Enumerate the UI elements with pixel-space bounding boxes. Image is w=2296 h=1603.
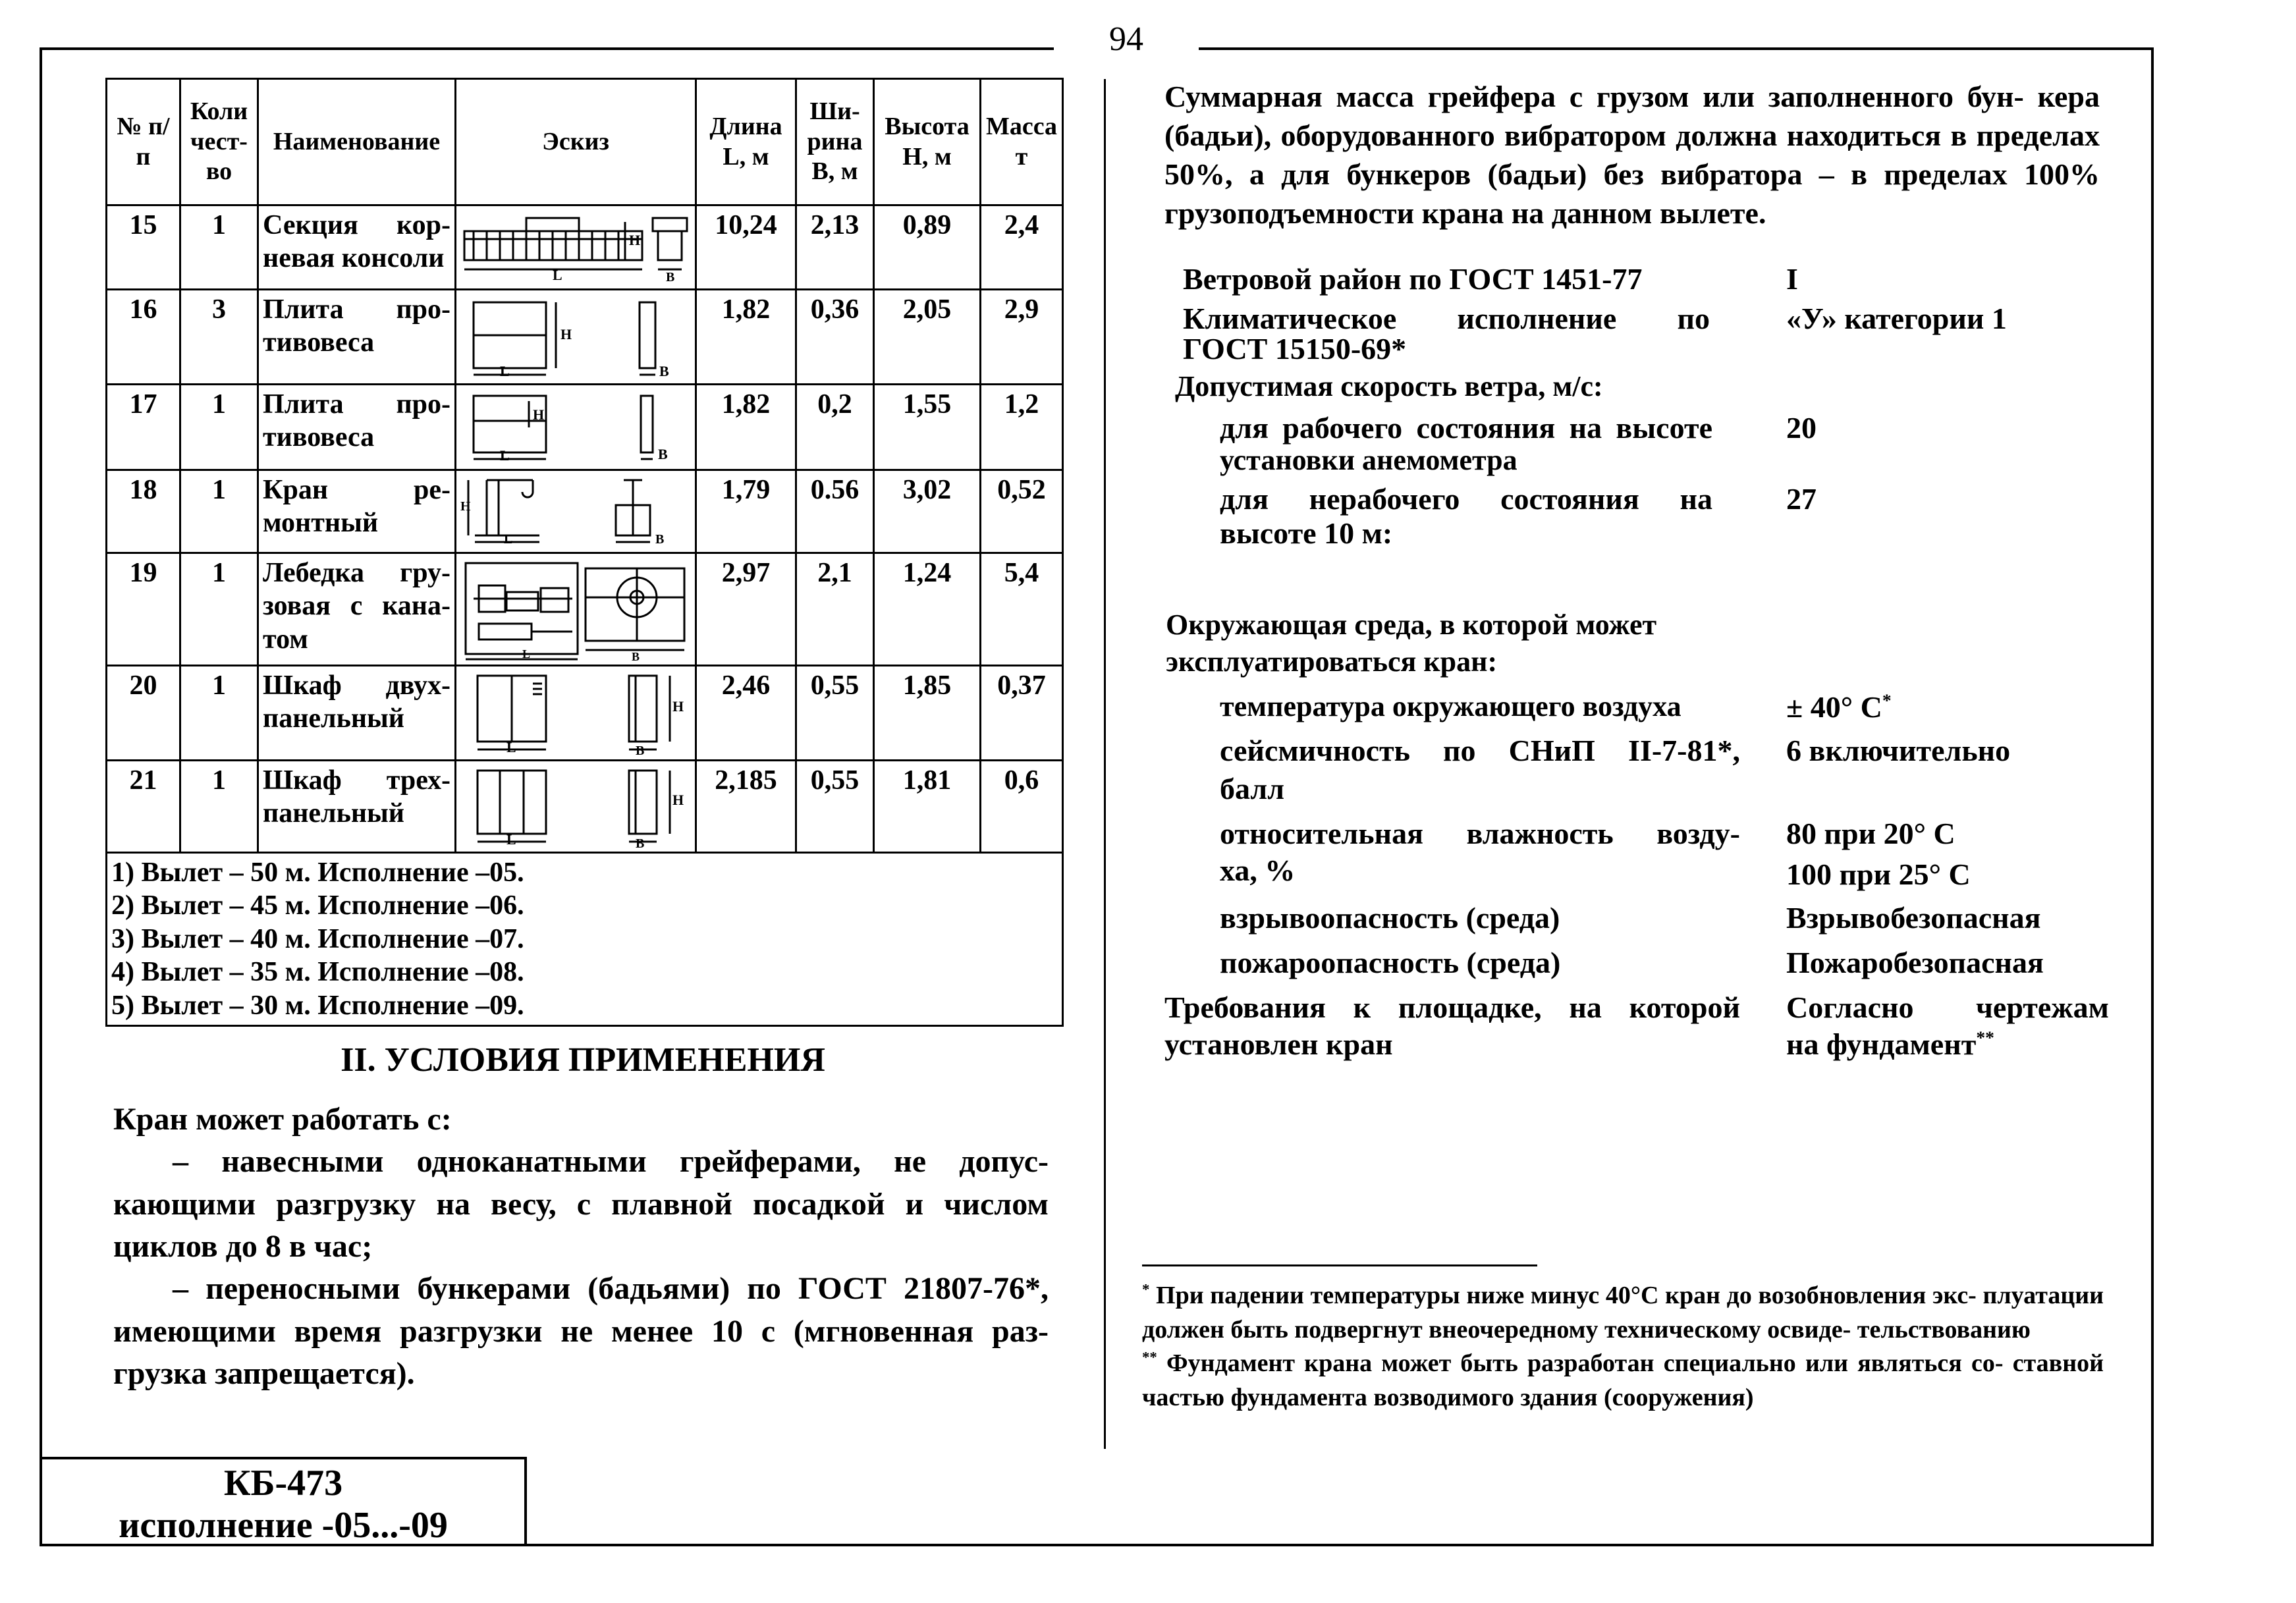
climate-label-2: ГОСТ 15150-69* [1183,332,1407,366]
row-num: 17 [107,385,180,470]
sketch-two-panel-cabinet [456,666,696,761]
sketch-label-l: L [500,363,510,379]
nonworking-label-1: для нерабочего состояния на [1220,482,1712,516]
row-length: 1,82 [696,385,796,470]
row-mass: 0,37 [981,666,1063,761]
sketch-counterweight-slab-small [456,385,696,470]
explosion-label: взрывоопасность (среда) [1220,901,1560,935]
sketch-three-panel-cabinet [456,761,696,853]
working-value: 20 [1786,411,1817,445]
row-qty: 3 [180,290,258,385]
page-number: 94 [1054,20,1199,59]
site-label-2: установлен кран [1164,1027,1393,1061]
header-length: Длина L, м [696,79,796,205]
footnote-temperature [1142,1279,2104,1347]
footnotes [1142,1279,2104,1415]
row-width: 0,55 [796,666,874,761]
temperature-footnote-mark: * [1882,690,1892,711]
application-conditions-text [113,1099,1049,1395]
sketch-label-l: L [504,532,513,547]
header-height: Высота H, м [874,79,981,205]
sketch-label-h: H [672,698,684,715]
fire-label: пожароопасность (среда) [1220,946,1561,979]
sketch-label-b: B [636,744,645,756]
row-name: Лебедка гру- зовая с кана- том [258,553,456,666]
row-num: 16 [107,290,180,385]
sketch-label-l: L [522,647,531,661]
climate-label-1: Климатическое исполнение по [1183,302,1710,335]
header-name: Наименование [258,79,456,205]
wind-speed-heading: Допустимая скорость ветра, м/с: [1175,370,1603,402]
row-num: 20 [107,666,180,761]
sketch-label-l: L [506,739,516,755]
row-height: 1,85 [874,666,981,761]
row-mass: 0,52 [981,470,1063,553]
humidity-label-2: ха, % [1220,854,1296,887]
table-row [107,290,1063,385]
row-width: 0,55 [796,761,874,853]
working-label-1: для рабочего состояния на высоте [1220,411,1712,445]
header-mass: Масса т [981,79,1063,205]
footnote-text-2: Фундамент крана может быть разработан специально или являться со- ставной частью фундамента возводимого здания (сооружения) [1142,1349,2104,1412]
header-sketch: Эскиз [456,79,696,205]
equipment-table [105,78,1064,1027]
row-name: Секция кор- невая консоли [258,205,456,290]
footnote-separator [1142,1264,1537,1266]
note-item: 3) Вылет – 40 м. Исполнение –07. [111,923,524,954]
seismic-label-1: сейсмичность по СНиП II-7-81*, [1220,734,1740,767]
row-width: 0,36 [796,290,874,385]
sketch-cargo-winch [456,553,696,666]
row-name: Шкаф двух- панельный [258,666,456,761]
table-row [107,761,1063,853]
fire-value: Пожаробезопасная [1786,946,2044,979]
section-title: II. УСЛОВИЯ ПРИМЕНЕНИЯ [341,1041,825,1079]
table-row [107,205,1063,290]
row-qty: 1 [180,385,258,470]
note-item: 1) Вылет – 50 м. Исполнение –05. [111,857,524,888]
column-divider [1104,79,1106,1449]
temperature-value: ± 40° С [1786,690,1882,724]
sketch-label-h: H [672,792,684,808]
stamp-model: КБ-473 [223,1463,343,1504]
notes-row [107,853,1063,1026]
site-footnote-mark: ** [1976,1027,1994,1048]
seismic-label-2: балл [1220,772,1285,805]
conditions-intro: Кран может работать с: [113,1102,452,1137]
sketch-label-l: L [506,831,516,848]
environment-heading-2: эксплуатироваться кран: [1166,645,1498,678]
site-value-2: на фундамент [1786,1027,1977,1061]
sketch-label-b: B [636,836,645,848]
sketch-repair-crane [456,470,696,553]
row-name: Кран ре- монтный [258,470,456,553]
wind-region-value: I [1786,262,1798,296]
site-value-line [1786,1026,1994,1063]
row-num: 21 [107,761,180,853]
sketch-label-b: B [632,650,640,662]
row-height: 1,24 [874,553,981,666]
sketch-counterweight-slab [456,290,696,385]
humidity-value-1: 80 при 20° С [1786,817,1955,850]
sketch-label-l: L [553,267,562,283]
climate-value: «У» категории 1 [1786,302,2007,335]
row-num: 18 [107,470,180,553]
sketch-root-section [456,205,696,290]
site-value-1: Согласно чертежам [1786,991,2109,1024]
stamp-version: исполнение -05...-09 [119,1505,448,1546]
footnote-foundation [1142,1347,2104,1415]
explosion-value: Взрывобезопасная [1786,901,2041,935]
row-width: 2,13 [796,205,874,290]
row-num: 19 [107,553,180,666]
environment-heading-1: Окружающая среда, в которой может [1166,609,1657,641]
model-stamp [40,1457,527,1546]
row-length: 2,97 [696,553,796,666]
note-item: 4) Вылет – 35 м. Исполнение –08. [111,957,524,988]
footnote-mark-1: * [1142,1281,1150,1298]
sketch-label-h: H [629,232,641,248]
sketch-label-h: H [560,326,572,342]
row-qty: 1 [180,761,258,853]
conditions-item-grabs: – навесными одноканатными грейферами, не допус- кающими разгрузку на весу, с плавной посадкой и числом циклов до 8 в час; [113,1144,1049,1264]
header-width: Ши- рина B, м [796,79,874,205]
row-width: 0.56 [796,470,874,553]
working-label-2: установки анемометра [1220,444,1517,476]
row-name: Плита про- тивовеса [258,290,456,385]
row-mass: 5,4 [981,553,1063,666]
note-item: 2) Вылет – 45 м. Исполнение –06. [111,890,524,921]
sketch-label-b: B [658,446,668,462]
sketch-label-h: H [533,406,545,423]
nonworking-value: 27 [1786,482,1817,516]
conditions-item-bunkers: – переносными бункерами (бадьями) по ГОСТ 21807-76*, имеющими время разгрузки не менее 10 с (мгновенная раз- грузка запрещается). [113,1271,1049,1391]
row-num: 15 [107,205,180,290]
row-width: 0,2 [796,385,874,470]
row-qty: 1 [180,553,258,666]
table-notes [107,853,1063,1026]
row-qty: 1 [180,205,258,290]
row-height: 0,89 [874,205,981,290]
row-height: 1,81 [874,761,981,853]
site-label-1: Требования к площадке, на которой [1164,991,1740,1024]
grab-mass-paragraph: Суммарная масса грейфера с грузом или заполненного бун- кера (бадьи), оборудованного вибратором должна находиться в пределах 50%, а для бункеров (бадьи) без вибратора – в пределах 100% грузоподъемности крана на данном вылете. [1164,80,2100,230]
row-height: 1,55 [874,385,981,470]
row-name: Плита про- тивовеса [258,385,456,470]
table-row [107,470,1063,553]
sketch-label-b: B [655,532,665,547]
table-row [107,666,1063,761]
footnote-text-1: При падении температуры ниже минус 40°С кран до возобновления экс- плуатации должен быть подвергнут внеочередному техническому освиде- тельствованию [1142,1282,2104,1344]
sketch-label-b: B [666,270,675,283]
humidity-label-1: относительная влажность возду- [1220,817,1740,850]
row-length: 1,79 [696,470,796,553]
row-qty: 1 [180,666,258,761]
row-qty: 1 [180,470,258,553]
header-qty: Коли чест- во [180,79,258,205]
sketch-label-h: H [460,499,471,514]
temperature-label: температура окружающего воздуха [1220,690,1681,722]
row-length: 10,24 [696,205,796,290]
row-width: 2,1 [796,553,874,666]
row-height: 3,02 [874,470,981,553]
note-item: 5) Вылет – 30 м. Исполнение –09. [111,990,524,1021]
row-length: 2,46 [696,666,796,761]
footnote-mark-2: ** [1142,1349,1157,1366]
temperature-value-line [1786,689,1892,726]
nonworking-label-2: высоте 10 м: [1220,516,1393,550]
row-height: 2,05 [874,290,981,385]
wind-region-label: Ветровой район по ГОСТ 1451-77 [1183,262,1643,296]
table-row [107,553,1063,666]
row-length: 2,185 [696,761,796,853]
humidity-value-2: 100 при 25° С [1786,857,1971,891]
sketch-label-l: L [500,447,510,464]
sketch-label-b: B [659,363,669,379]
row-mass: 1,2 [981,385,1063,470]
table-row [107,385,1063,470]
seismic-value: 6 включительно [1786,734,2011,767]
row-mass: 2,4 [981,205,1063,290]
row-mass: 0,6 [981,761,1063,853]
header-num: № п/п [107,79,180,205]
row-name: Шкаф трех- панельный [258,761,456,853]
table-header-row [107,79,1063,205]
row-length: 1,82 [696,290,796,385]
row-mass: 2,9 [981,290,1063,385]
